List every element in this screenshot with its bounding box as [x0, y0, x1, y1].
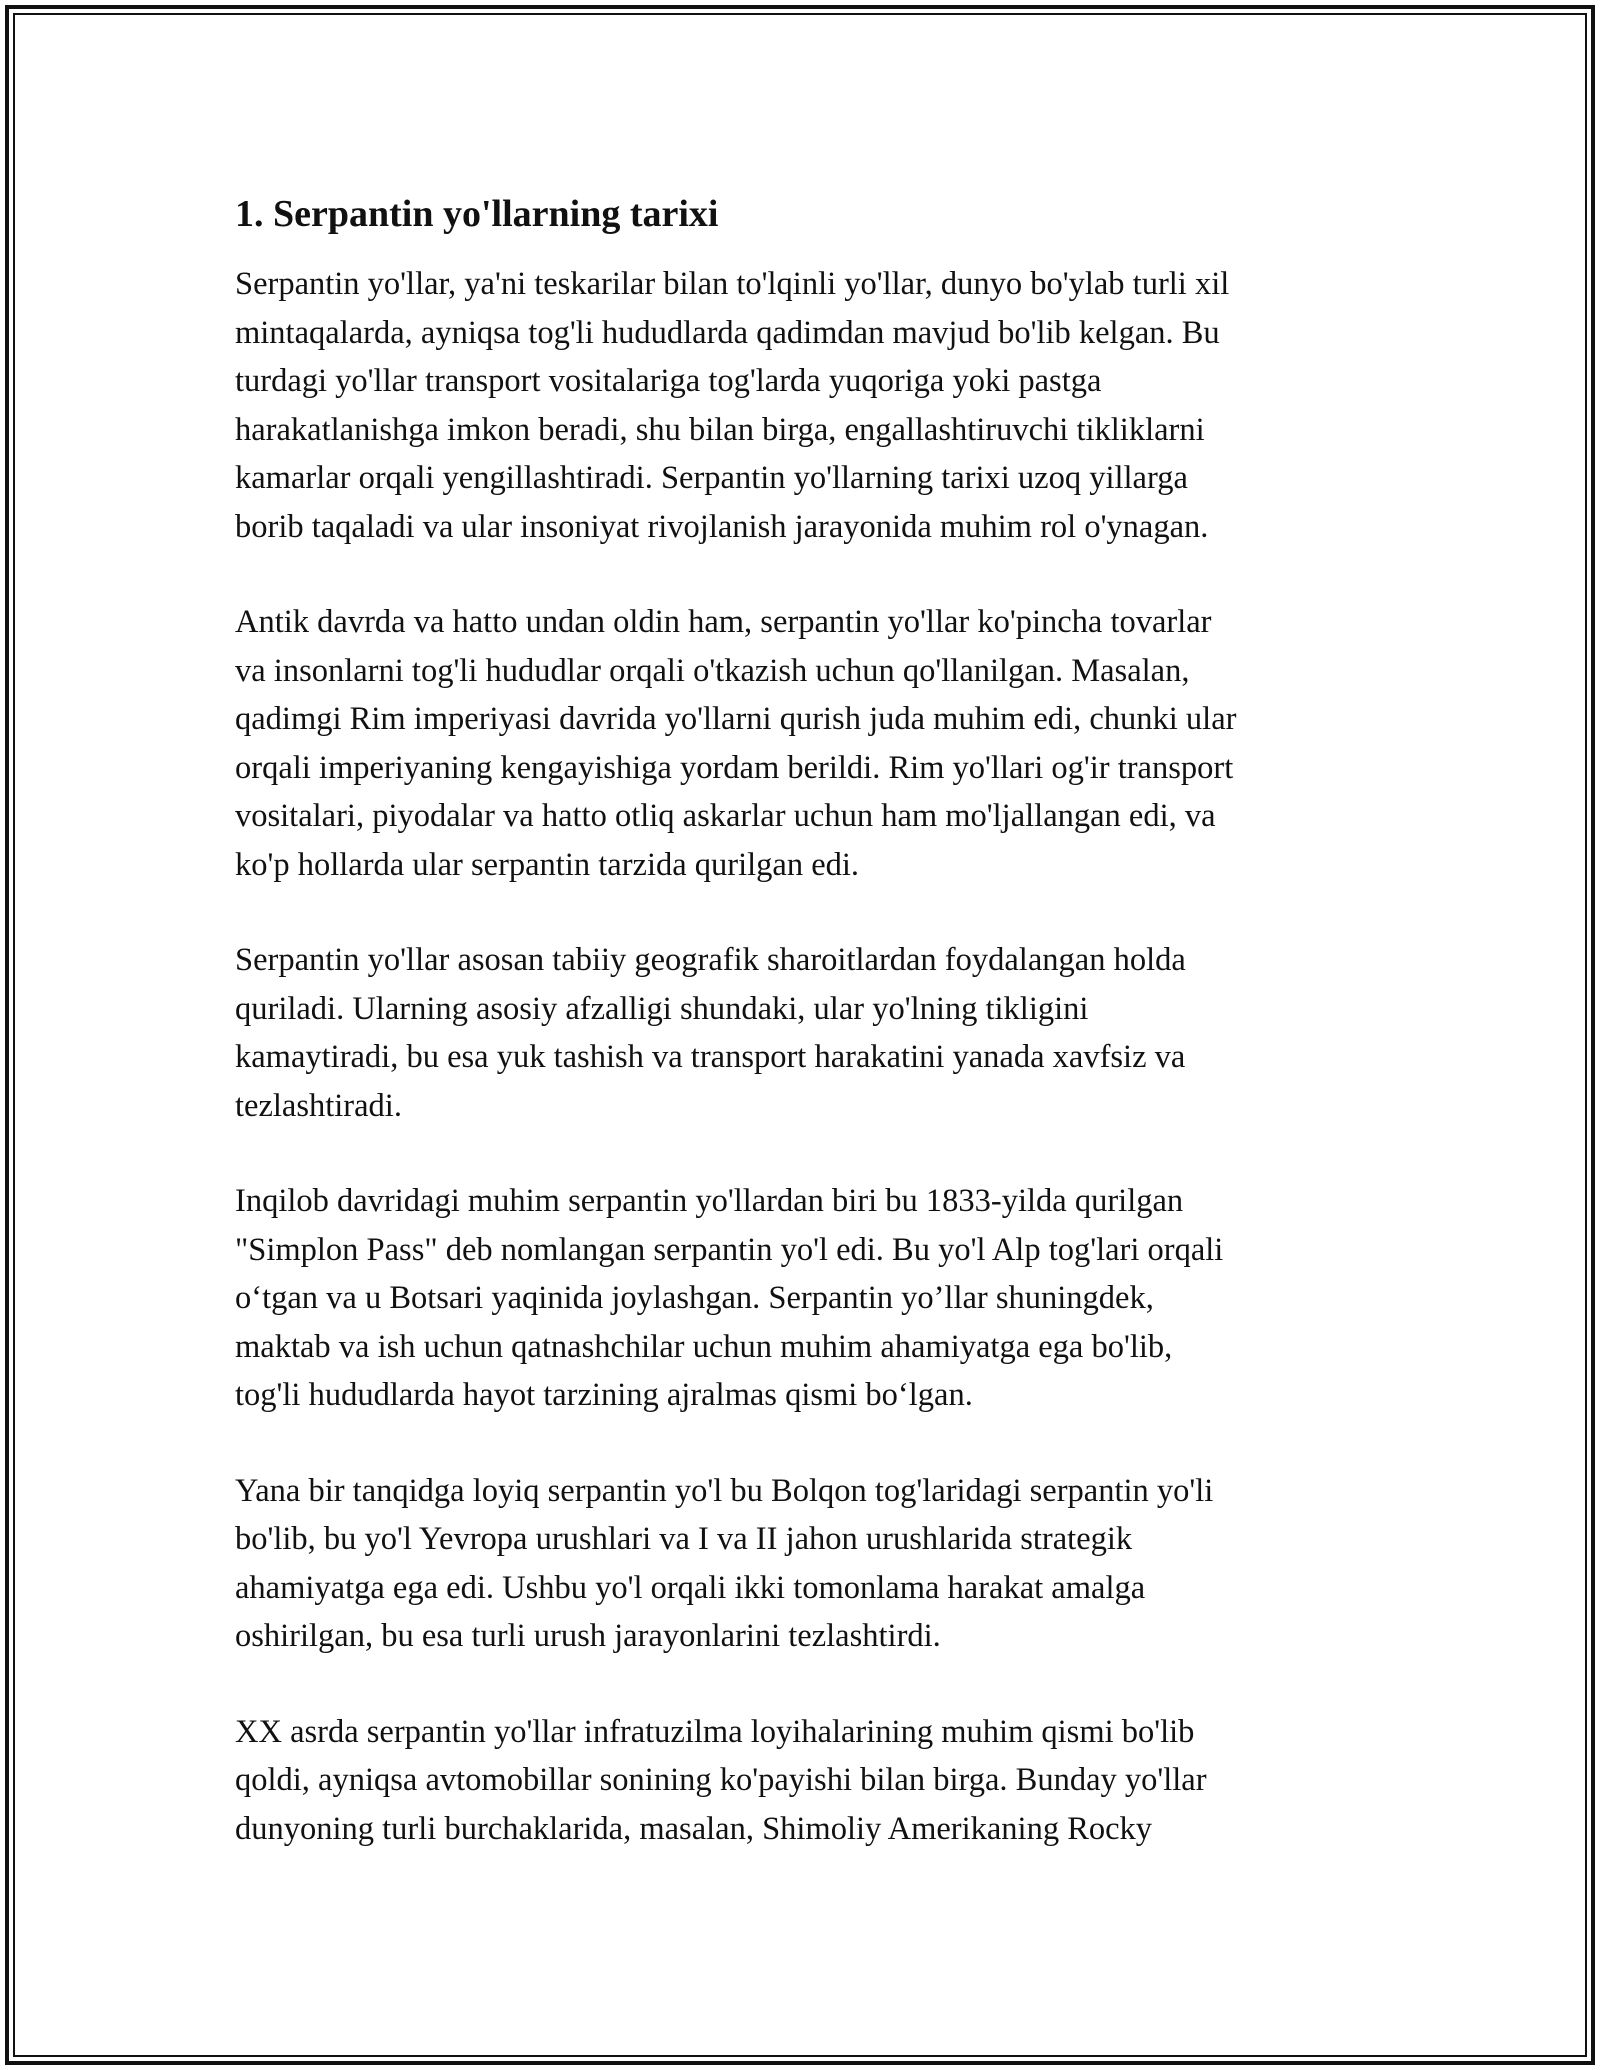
- text-line: mintaqalarda, ayniqsa tog'li hududlarda qadimdan mavjud bo'lib kelgan. Bu: [235, 314, 1220, 351]
- text-line: XX asrda serpantin yo'llar infratuzilma loyihalarining muhim qismi bo'lib: [235, 1713, 1195, 1750]
- text-line: kamarlar orqali yengillashtiradi. Serpantin yo'llarning tarixi uzoq yillarga: [235, 460, 1188, 496]
- text-line: oshirilgan, bu esa turli urush jarayonlarini tezlashtirdi.: [235, 1618, 941, 1654]
- text-line: turdagi yo'llar transport vositalariga tog'larda yuqoriga yoki pastga: [235, 363, 1102, 399]
- section-title: 1. Serpantin yo'llarning tarixi: [235, 193, 719, 235]
- text-line: Yana bir tanqidga loyiq serpantin yo'l bu Bolqon tog'laridagi serpantin yo'li: [235, 1472, 1214, 1509]
- text-line: ko'p hollarda ular serpantin tarzida qurilgan edi.: [235, 846, 860, 883]
- paragraph-5: [235, 1467, 1385, 1661]
- text-line: harakatlanishga imkon beradi, shu bilan birga, engallashtiruvchi tikliklarni: [235, 411, 1205, 448]
- paragraph-6: [235, 1708, 1385, 1854]
- text-line: borib taqaladi va ular insoniyat rivojlanish jarayonida muhim rol o'ynagan.: [235, 508, 1209, 545]
- text-line: kamaytiradi, bu esa yuk tashish va transport harakatini yanada xavfsiz va: [235, 1039, 1186, 1075]
- paragraph-2: [235, 598, 1385, 889]
- text-line: dunyoning turli burchaklarida, masalan, Shimoliy Amerikaning Rocky: [235, 1810, 1153, 1847]
- text-line: bo'lib, bu yo'l Yevropa urushlari va I va II jahon urushlarida strategik: [235, 1521, 1133, 1557]
- text-line: va insonlarni tog'li hududlar orqali o'tkazish uchun qo'llanilgan. Masalan,: [235, 652, 1190, 689]
- text-line: vositalari, piyodalar va hatto otliq askarlar uchun ham mo'ljallangan edi, va: [235, 798, 1216, 834]
- text-line: tog'li hududlarda hayot tarzining ajralmas qismi bo‘lgan.: [235, 1377, 973, 1413]
- text-line: Serpantin yo'llar asosan tabiiy geografik sharoitlardan foydalangan holda: [235, 942, 1186, 978]
- document-body: [235, 188, 1385, 1900]
- text-line: qadimgi Rim imperiyasi davrida yo'llarni qurish juda muhim edi, chunki ular: [235, 701, 1237, 737]
- paragraph-4: [235, 1177, 1385, 1420]
- text-line: o‘tgan va u Botsari yaqinida joylashgan. Serpantin yo’llar shuningdek,: [235, 1280, 1154, 1316]
- paragraph-1: [235, 260, 1385, 551]
- text-line: orqali imperiyaning kengayishiga yordam berildi. Rim yo'llari og'ir transport: [235, 749, 1234, 786]
- paragraph-3: [235, 936, 1385, 1130]
- text-line: "Simplon Pass" deb nomlangan serpantin yo'l edi. Bu yo'l Alp tog'lari orqali: [235, 1231, 1224, 1268]
- text-line: Antik davrda va hatto undan oldin ham, serpantin yo'llar ko'pincha tovarlar: [235, 604, 1212, 640]
- text-line: Serpantin yo'llar, ya'ni teskarilar bilan to'lqinli yo'llar, dunyo bo'ylab turli xil: [235, 266, 1230, 302]
- text-line: quriladi. Ularning asosiy afzalligi shundaki, ular yo'lning tikligini: [235, 990, 1089, 1027]
- text-line: Inqilob davridagi muhim serpantin yo'llardan biri bu 1833-yilda qurilgan: [235, 1183, 1184, 1219]
- text-line: ahamiyatga ega edi. Ushbu yo'l orqali ikki tomonlama harakat amalga: [235, 1569, 1146, 1606]
- text-line: maktab va ish uchun qatnashchilar uchun muhim ahamiyatga ega bo'lib,: [235, 1328, 1173, 1365]
- text-line: qoldi, ayniqsa avtomobillar sonining ko'payishi bilan birga. Bunday yo'llar: [235, 1762, 1207, 1798]
- text-line: tezlashtiradi.: [235, 1087, 402, 1124]
